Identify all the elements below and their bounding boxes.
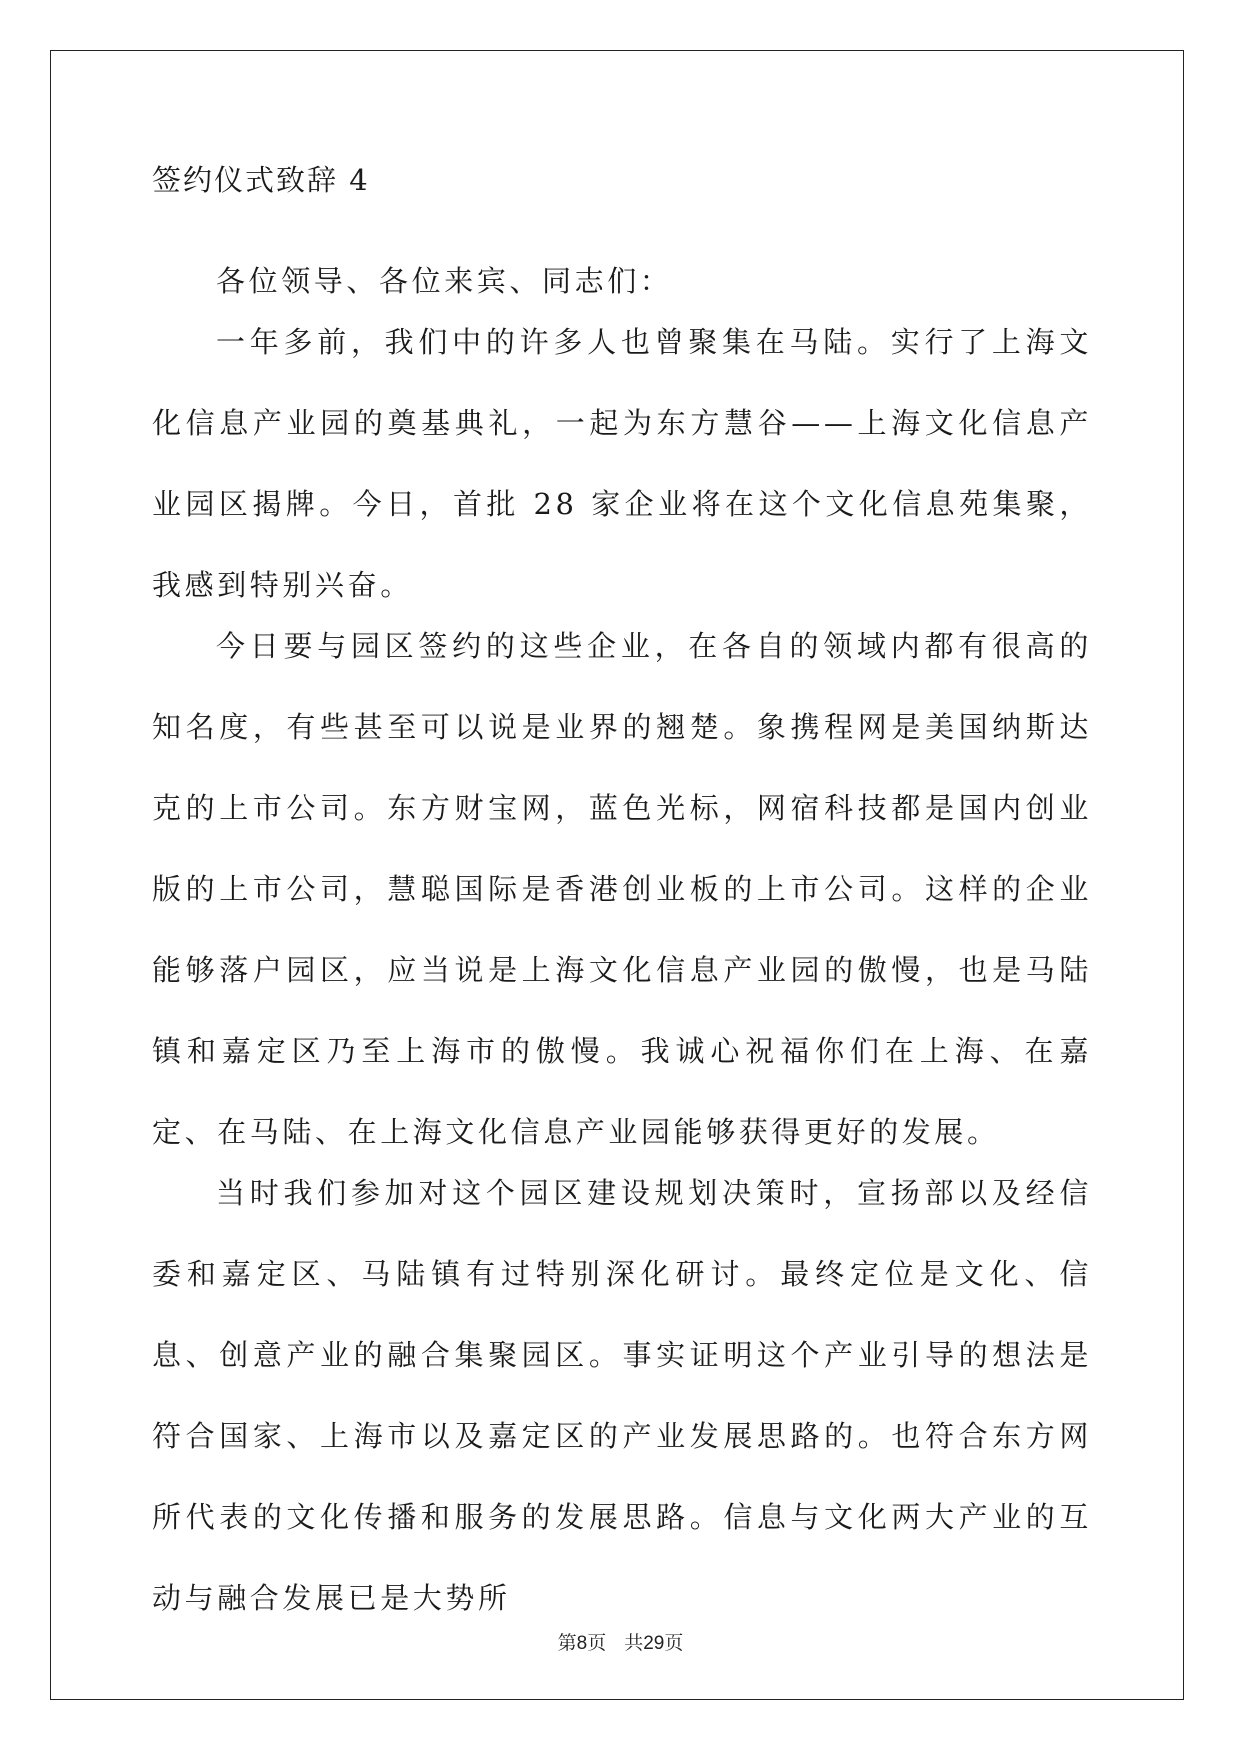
page-total-count: 29: [643, 1633, 665, 1654]
paragraph-1: 一年多前，我们中的许多人也曾聚集在马陆。实行了上海文化信息产业园的奠基典礼，一起为东方慧谷——上海文化信息产业园区揭牌。今日，首批 28 家企业将在这个文化信息苑集聚，我感到特别兴奋。: [152, 325, 1092, 602]
page-number-current: 8: [576, 1633, 588, 1654]
page-number-prefix: 第: [557, 1633, 577, 1654]
document-body: [152, 160, 1092, 1639]
paragraph-3: 当时我们参加对这个园区建设规划决策时，宣扬部以及经信委和嘉定区、马陆镇有过特别深化研讨。最终定位是文化、信息、创意产业的融合集聚园区。事实证明这个产业引导的想法是符合国家、上海市以及嘉定区的产业发展思路的。也符合东方网所代表的文化传播和服务的发展思路。信息与文化两大产业的互动与融合发展已是大势所: [152, 1176, 1092, 1615]
page-total-suffix: 页: [664, 1633, 684, 1654]
page-total-prefix: 共: [624, 1633, 644, 1654]
page-footer: [0, 1628, 1241, 1655]
paragraph-2: 今日要与园区签约的这些企业，在各自的领域内都有很高的知名度，有些甚至可以说是业界的翘楚。象携程网是美国纳斯达克的上市公司。东方财宝网，蓝色光标，网宿科技都是国内创业版的上市公司，慧聪国际是香港创业板的上市公司。这样的企业能够落户园区，应当说是上海文化信息产业园的傲慢，也是马陆镇和嘉定区乃至上海市的傲慢。我诚心祝福你们在上海、在嘉定、在马陆、在上海文化信息产业园能够获得更好的发展。: [152, 629, 1092, 1149]
document-title: 签约仪式致辞 4: [152, 163, 370, 197]
page-number-suffix: 页: [587, 1633, 607, 1654]
paragraph-greeting: 各位领导、各位来宾、同志们：: [216, 264, 673, 298]
